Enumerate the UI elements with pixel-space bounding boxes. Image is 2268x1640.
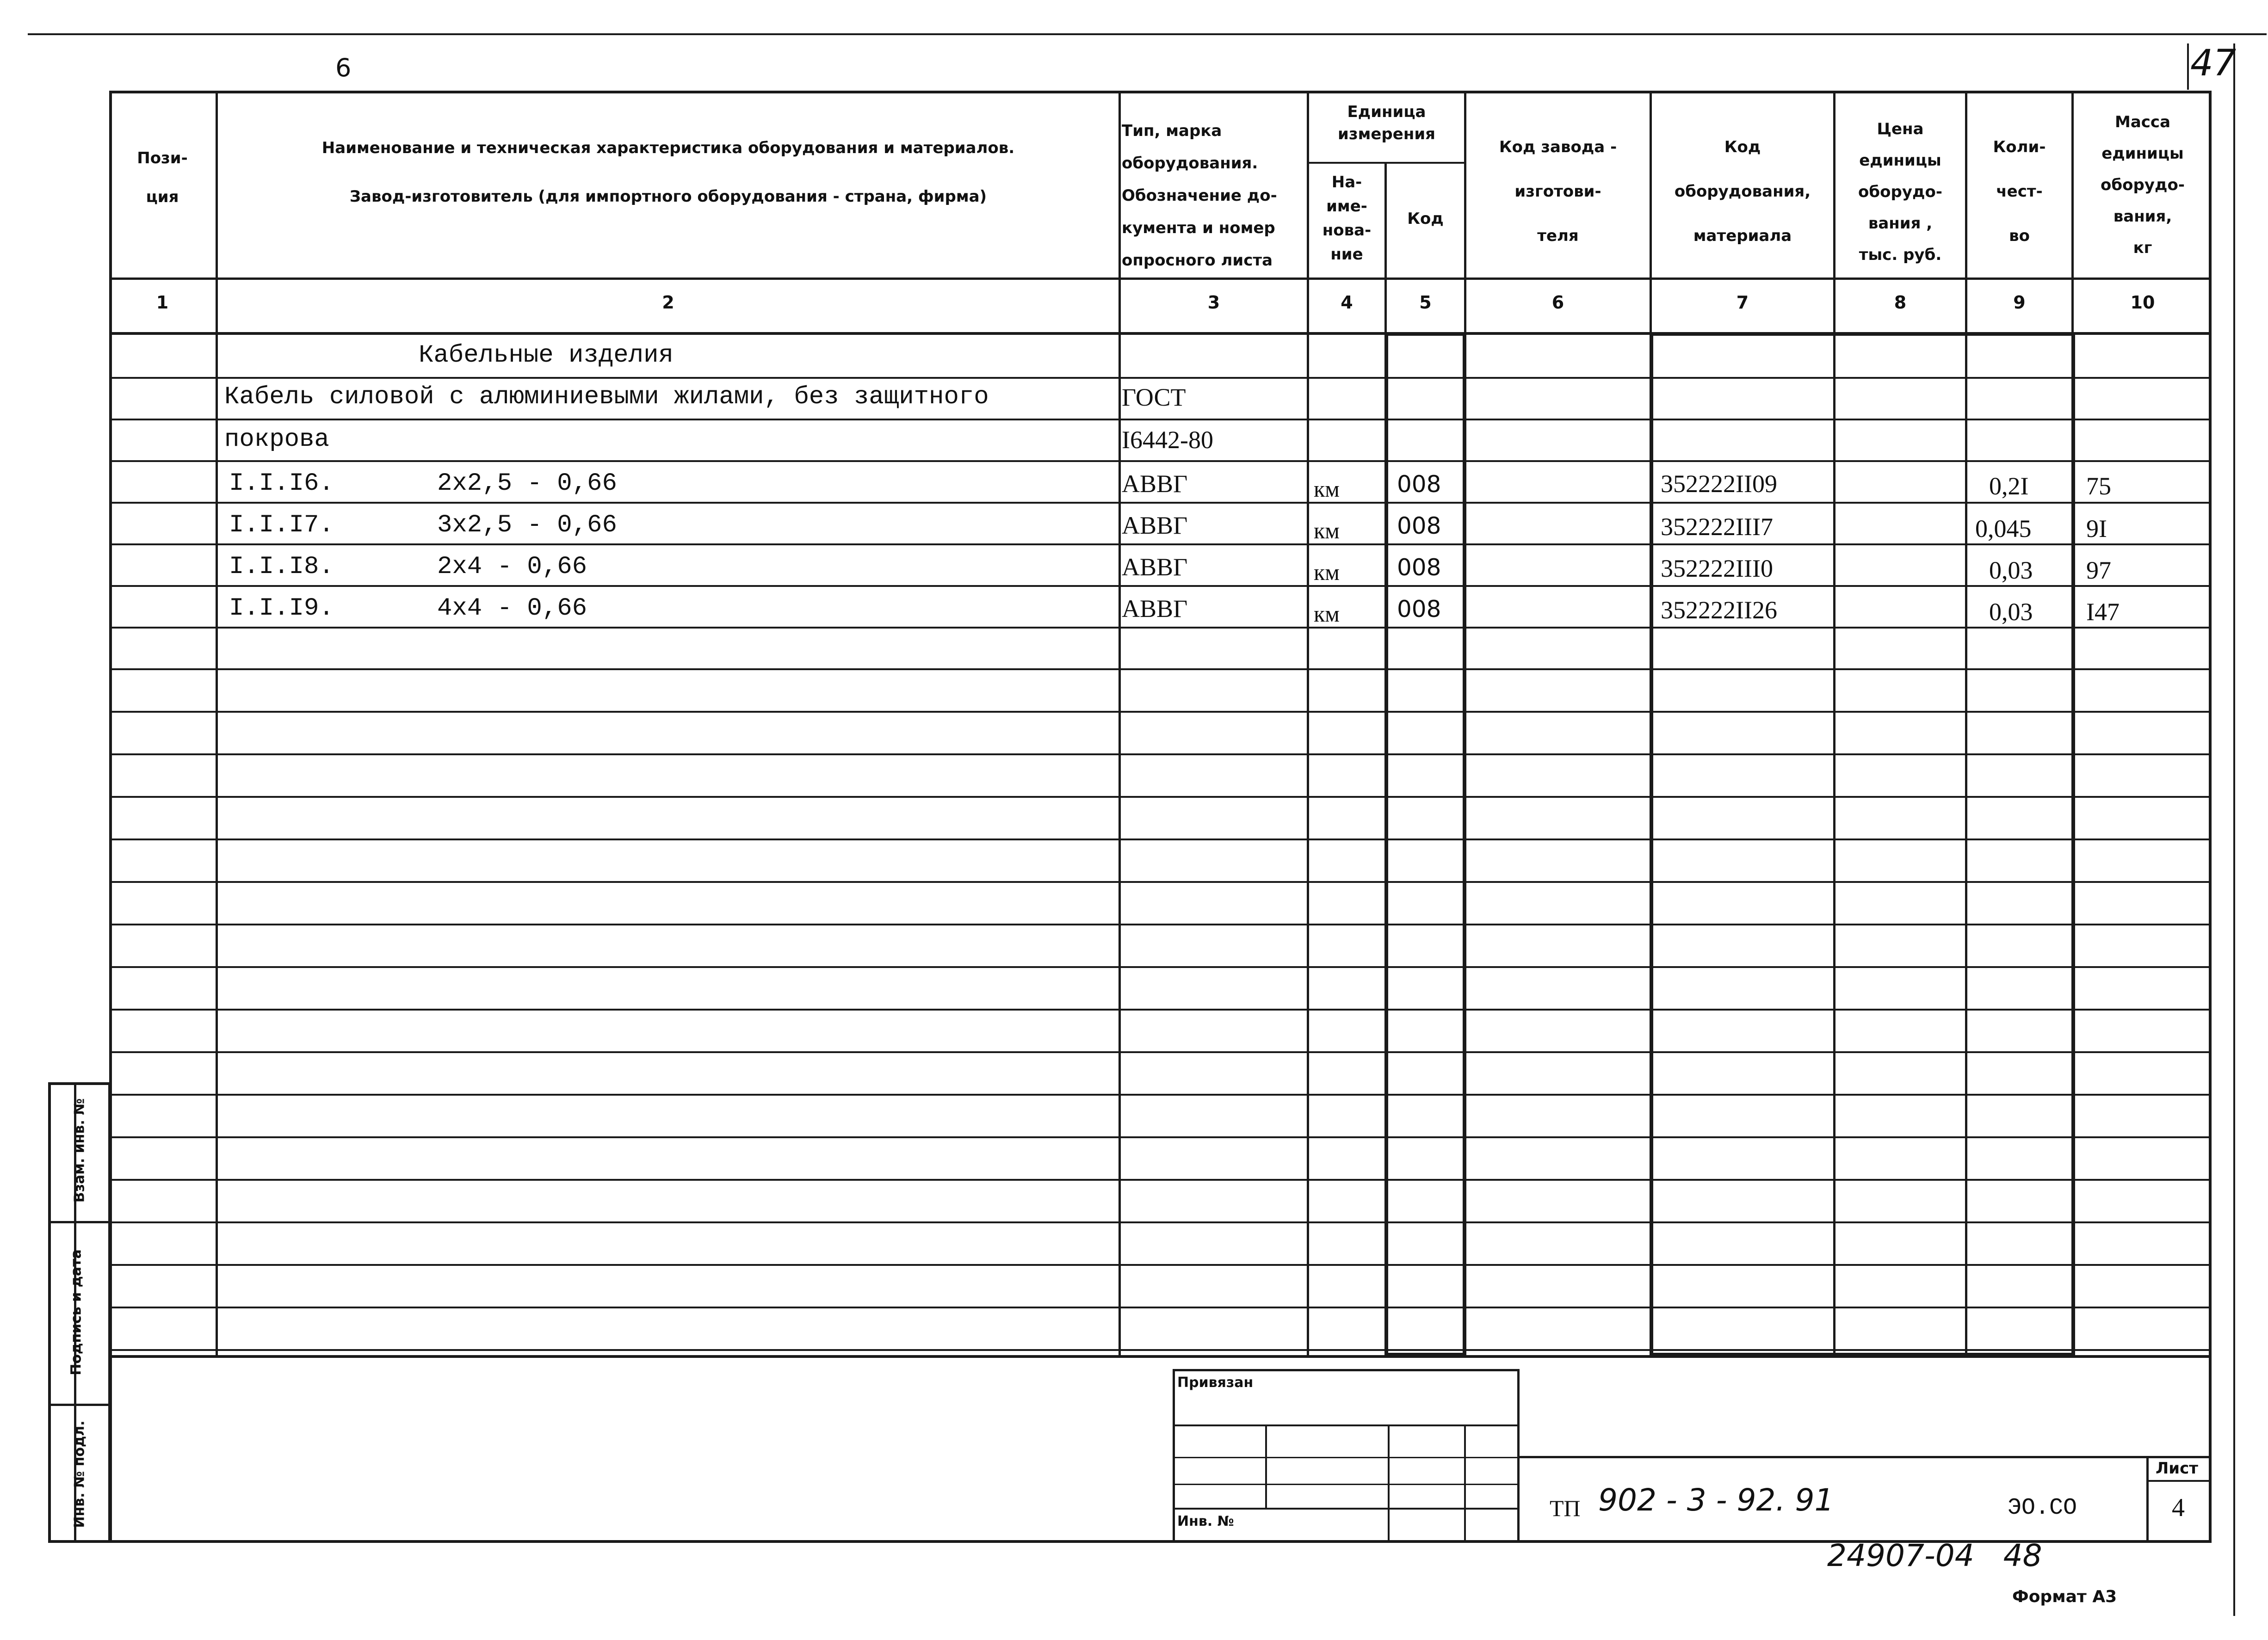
row-equip-code: 352222II09 [1661,470,1777,498]
side-stamp-line-1 [48,1221,111,1223]
description-line-1: Кабель силовой с алюминиевыми жилами, без защитного [224,383,989,411]
handwritten-number: 24907-04 48 [1827,1538,2042,1573]
tb-vline-2 [1388,1424,1390,1542]
sheet-number: 4 [2172,1493,2185,1522]
tb-vline-3 [1464,1424,1466,1542]
row-unit-code: 008 [1397,471,1441,498]
header-equip-code: Код оборудования, материала [1674,138,1811,245]
header-maker-code: Код завода - изготови- теля [1499,138,1617,245]
page-number: 6 [335,53,352,82]
row-unit: км [1314,476,1340,502]
top-rule [28,33,2267,35]
colnum-1: 1 [156,292,169,313]
inv-no-label: Инв. № [1177,1513,1234,1529]
tb-line-1 [1173,1424,1520,1426]
row-position: I.I.I7. [229,511,334,539]
col-line-2 [1119,91,1121,1358]
header-unit-code: Код [1407,210,1444,228]
header-mass: Масса единицы оборудо- вания, кг [2101,113,2185,257]
col-line-3 [1307,91,1309,1358]
row-position: I.I.I8. [229,553,334,581]
header-unit-group: Единица измерения [1338,103,1435,143]
colnum-10: 10 [2130,292,2155,313]
row-mass: 97 [2086,556,2111,584]
colnum-9: 9 [2013,292,2026,313]
sheet-label: Лист [2156,1459,2198,1478]
corner-box-left [2187,43,2189,90]
section-title: Кабельные изделия [419,341,674,370]
table-body-bottom [109,1355,2212,1358]
doc-suffix: ЭО.СО [2008,1495,2077,1521]
row-name: 3х2,5 - 0,66 [437,511,617,539]
row-position: I.I.I9. [229,594,334,623]
stamp-replace-inv: Взам. инв. № [71,1098,88,1203]
row-position: I.I.I6. [229,469,334,498]
row-unit-code: 008 [1397,596,1441,623]
tb-line-2 [1173,1457,1520,1458]
doc-top-line [1520,1456,2212,1458]
stamp-signature-date: Подпись и дата [68,1249,85,1375]
row-equip-code: 352222III0 [1661,555,1773,582]
row-name: 2х4 - 0,66 [437,553,587,581]
tb-line-4 [1173,1508,1520,1510]
colnum-7: 7 [1736,292,1749,313]
tb-line-3 [1173,1484,1520,1485]
row-quantity: 0,03 [1989,556,2033,584]
sheet-cell-line [2146,1456,2149,1543]
colnum-5: 5 [1419,292,1432,313]
col-line-1 [216,91,218,1358]
row-type: АВВГ [1122,470,1188,498]
sheet-corner-number: 47 [2190,43,2237,84]
row-quantity: 0,2I [1989,472,2029,500]
header-quantity: Коли- чест- во [1993,138,2046,245]
row-unit: км [1314,559,1340,585]
description-line-2: покрова [224,425,329,454]
row-unit: км [1314,518,1340,543]
row-quantity: 0,045 [1975,515,2032,543]
row-name: 2х2,5 - 0,66 [437,469,617,498]
header-bottom-line [109,277,2212,280]
row-unit-code: 008 [1397,512,1441,539]
row-mass: 9I [2086,515,2107,543]
row-equip-code: 352222III7 [1661,513,1773,541]
header-position: Пози- ция [137,149,188,206]
right-rule [2233,43,2235,1616]
header-type: Тип, марка оборудования. Обозначение до- кумента и номер опросного листа [1122,122,1277,270]
row-equip-code: 352222II26 [1661,596,1777,624]
header-name-line2: Завод-изготовитель (для импортного оборудования - страна, фирма) [349,187,987,206]
row-mass: 75 [2086,472,2111,500]
row-name: 4х4 - 0,66 [437,594,587,623]
sheet-cell-divider [2146,1480,2212,1482]
format-label: Формат А3 [2012,1587,2117,1606]
row-mass: I47 [2086,598,2120,626]
row-quantity: 0,03 [1989,598,2033,626]
doc-prefix: ТП [1550,1495,1581,1521]
header-name-line1: Наименование и техническая характеристика оборудования и материалов. [321,139,1015,157]
tb-vline-1 [1265,1424,1267,1508]
row-type: АВВГ [1122,553,1188,581]
header-price: Цена единицы оборудо- вания , тыс. руб. [1858,120,1942,264]
stamp-original-inv: Инв. № подл. [71,1420,88,1528]
doc-code: 902 - 3 - 92. 91 [1598,1482,1834,1518]
colnum-8: 8 [1894,292,1907,313]
colnum-3: 3 [1207,292,1220,313]
privyazan-label: Привязан [1177,1375,1254,1391]
header-unit-name: На- име- нова- ние [1322,173,1372,264]
row-unit-code: 008 [1397,554,1441,581]
colnum-2: 2 [662,292,674,313]
side-stamp-line-2 [48,1404,111,1406]
standard-line-1: ГОСТ [1122,383,1186,411]
colnum-4: 4 [1341,292,1353,313]
row-type: АВВГ [1122,512,1188,539]
row-unit: км [1314,601,1340,627]
colnum-6: 6 [1551,292,1564,313]
standard-line-2: I6442-80 [1122,426,1213,454]
row-type: АВВГ [1122,595,1188,623]
